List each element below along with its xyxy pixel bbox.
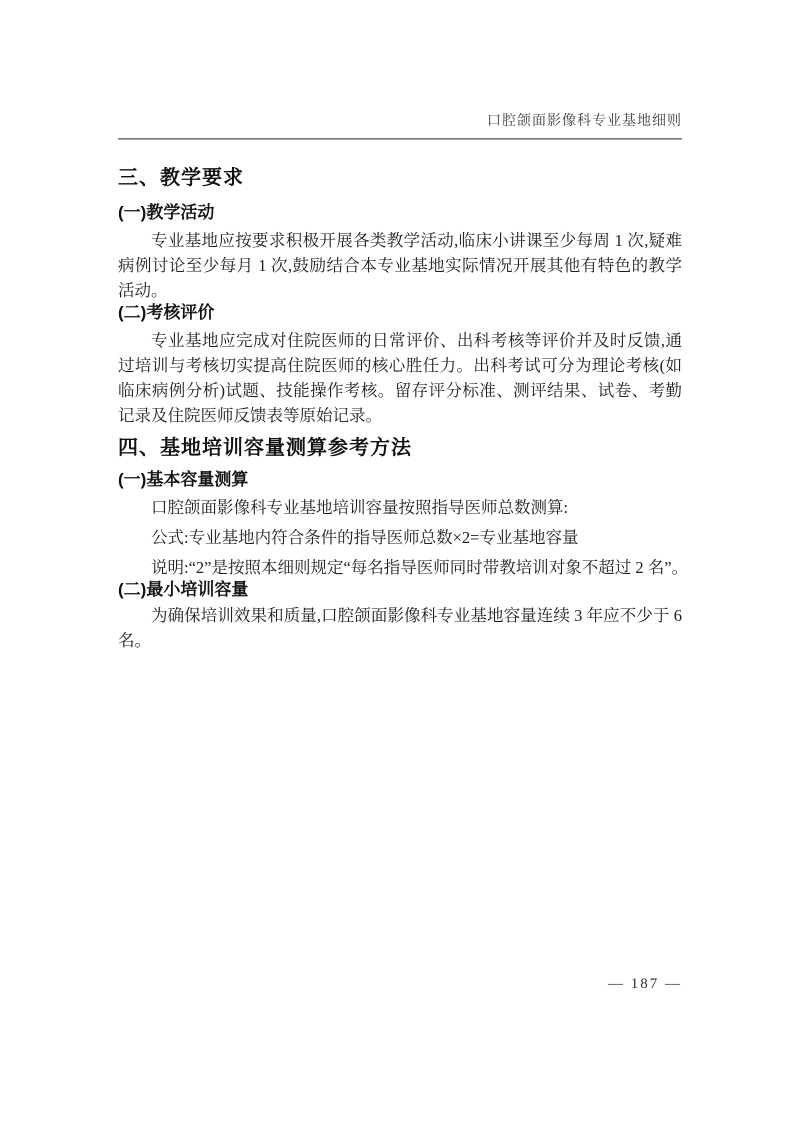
paragraph-capacity-note: 说明:“2”是按照本细则规定“每名指导医师同时带教培训对象不超过 2 名”。 <box>151 558 689 577</box>
header-rule <box>118 138 682 140</box>
subsection-heading-minimum-capacity: (二)最小培训容量 <box>118 580 249 599</box>
running-header-title: 口腔颌面影像科专业基地细则 <box>487 114 682 129</box>
paragraph-assessment-evaluation: 专业基地应完成对住院医师的日常评价、出科考核等评价并及时反馈,通过培训与考核切实提高住院医师的核心胜任力。出科考试可分为理论考核(如临床病例分析)试题、技能操作考核。留存评分标准、测评结果、试卷、考勤记录及住院医师反馈表等原始记录。 <box>118 331 682 425</box>
section-heading-4: 四、基地培训容量测算参考方法 <box>118 437 412 459</box>
page-number: — 187 — <box>608 976 682 992</box>
subsection-heading-assessment-evaluation: (二)考核评价 <box>118 303 215 322</box>
paragraph-minimum-capacity: 为确保培训效果和质量,口腔颌面影像科专业基地容量连续 3 年应不少于 6 名。 <box>118 606 682 650</box>
paragraph-capacity-basis: 口腔颌面影像科专业基地培训容量按照指导医师总数测算: <box>151 498 569 517</box>
text-column <box>118 0 689 653</box>
paragraph-teaching-activities: 专业基地应按要求积极开展各类教学活动,临床小讲课至少每周 1 次,疑难病例讨论至少每月 1 次,鼓励结合本专业基地实际情况开展其他有特色的教学活动。 <box>118 231 682 300</box>
section-heading-3: 三、教学要求 <box>118 167 244 189</box>
subsection-heading-teaching-activities: (一)教学活动 <box>118 203 215 222</box>
subsection-heading-basic-capacity: (一)基本容量测算 <box>118 470 249 489</box>
paragraph-capacity-formula: 公式:专业基地内符合条件的指导医师总数×2=专业基地容量 <box>151 528 579 547</box>
